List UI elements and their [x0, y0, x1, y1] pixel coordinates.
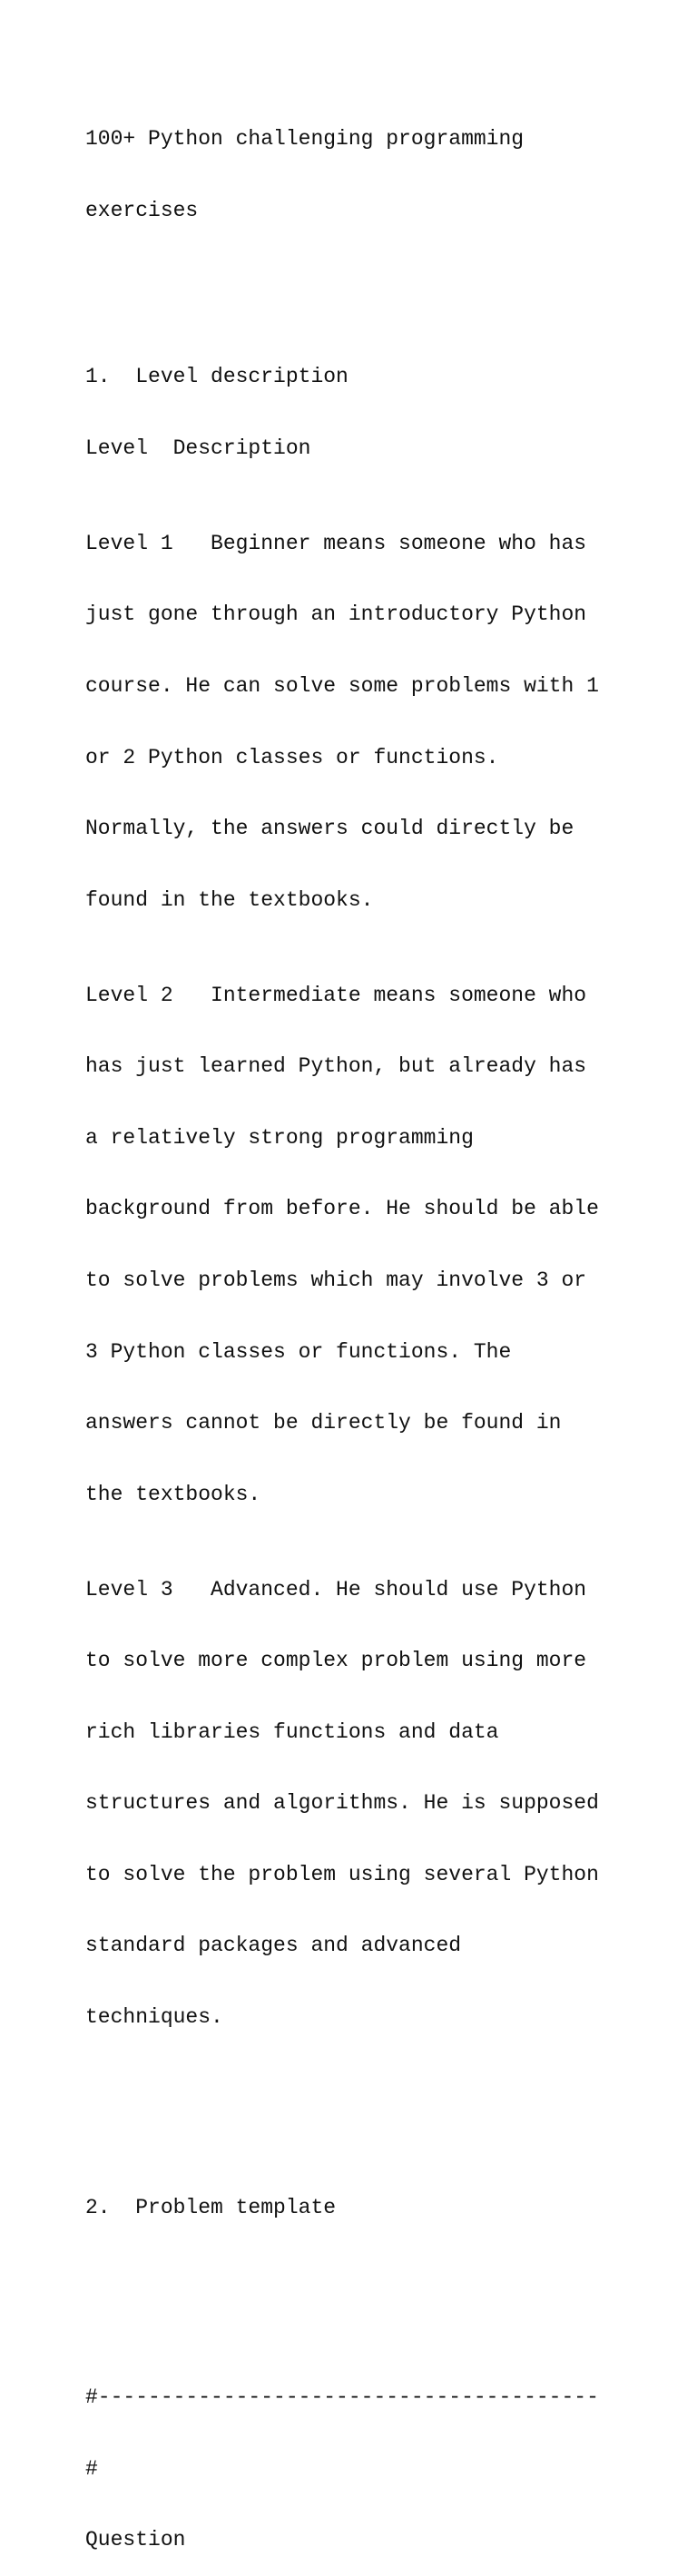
question-label: Question: [85, 2528, 186, 2552]
blank-line: [85, 2290, 630, 2314]
level2-line: to solve problems which may involve 3 or: [85, 1268, 587, 1292]
level1-line: found in the textbooks.: [85, 887, 374, 912]
document-title-line-2: exercises: [85, 199, 199, 222]
level2-line: has just learned Python, but already has: [85, 1054, 587, 1079]
level1-line: just gone through an introductory Python: [85, 602, 587, 627]
level1-line: Normally, the answers could directly be: [85, 817, 574, 841]
level3-line: structures and algorithms. He is supposed: [85, 1791, 599, 1816]
level2-line: the textbooks.: [85, 1482, 261, 1506]
comment-hash: #: [85, 2456, 98, 2481]
section-heading-level-description: 1. Level description: [85, 365, 348, 389]
level1-line: course. He can solve some problems with 1: [85, 673, 599, 698]
level2-line: answers cannot be directly be found in: [85, 1411, 562, 1435]
document-title-line-1: 100+ Python challenging programming: [85, 127, 525, 152]
level1-line: or 2 Python classes or functions.: [85, 745, 499, 769]
comment-divider: #----------------------------------------: [85, 2385, 599, 2410]
blank-line: [85, 270, 630, 294]
level3-line: rich libraries functions and data: [85, 1719, 499, 1744]
section-heading-problem-template: 2. Problem template: [85, 2195, 337, 2219]
level3-line: techniques.: [85, 2005, 223, 2030]
level2-line: Level 2 Intermediate means someone who: [85, 983, 587, 1007]
level2-line: 3 Python classes or functions. The: [85, 1339, 512, 1364]
level3-line: Level 3 Advanced. He should use Python: [85, 1577, 587, 1601]
level1-line: Level 1 Beginner means someone who has: [85, 531, 587, 555]
document-page: [85, 80, 630, 2576]
level-table-header: Level Description: [85, 436, 311, 460]
blank-line: [85, 2101, 630, 2124]
level3-line: standard packages and advanced: [85, 1934, 462, 1958]
level2-line: background from before. He should be able: [85, 1197, 599, 1221]
level2-line: a relatively strong programming: [85, 1125, 474, 1150]
level3-line: to solve the problem using several Python: [85, 1862, 599, 1886]
level3-line: to solve more complex problem using more: [85, 1649, 587, 1673]
